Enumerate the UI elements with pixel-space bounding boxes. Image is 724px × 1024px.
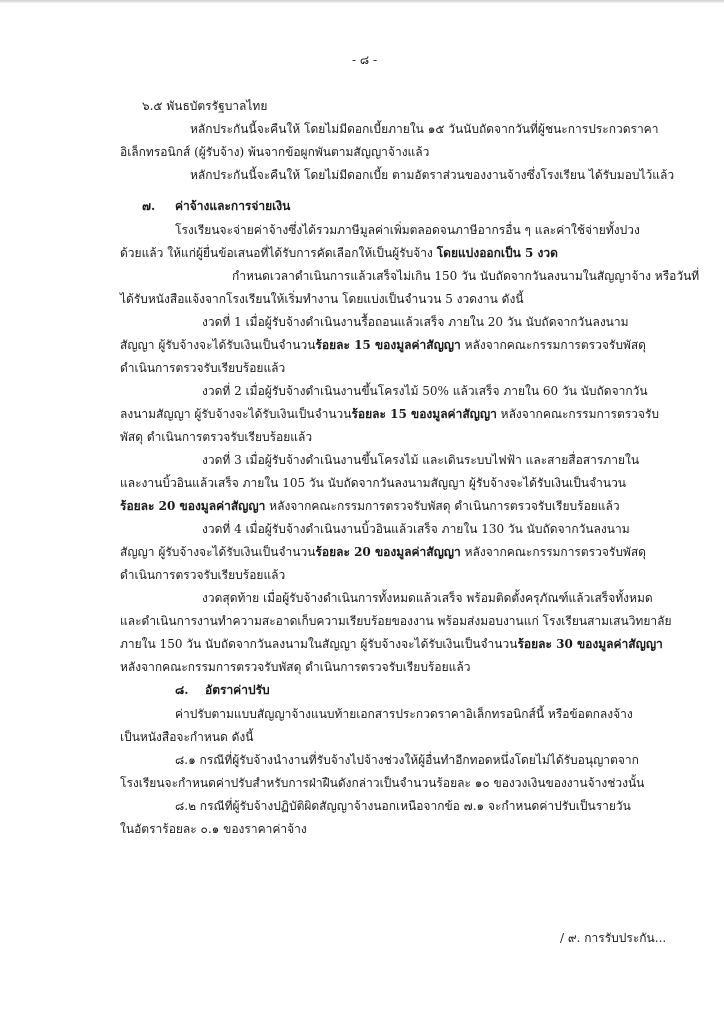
- s7-intro-line-1: โรงเรียนจะจ่ายค่าจ้างซึ่งได้รวมภาษีมูลค่าเพิ่มตลอดจนภาษีอากรอื่น ๆ และค่าใช้จ่ายทั้งปวง: [175, 223, 640, 237]
- installment-5-line-2: และดำเนินการงานทำความสะอาดเก็บความเรียบร้อยของงาน พร้อมส่งมอบงานแก่ โรงเรียนสามเสนวิทยาลัย: [120, 614, 672, 628]
- installment-2-line-2: ลงนามสัญญา ผู้รับจ้างจะได้รับเงินเป็นจำนวนร้อยละ 15 ของมูลค่าสัญญา หลังจากคณะกรรมการตรวจรับ: [120, 407, 660, 421]
- installment-2-line-1: งวดที่ 2 เมื่อผู้รับจ้างดำเนินงานขึ้นโครงไม้ 50% แล้วเสร็จ ภายใน 60 วัน นับถัดจากวัน: [202, 384, 648, 398]
- installment-2-line-3: พัสดุ ดำเนินการตรวจรับเรียบร้อยแล้ว: [120, 430, 313, 444]
- footer-continuation: / ๙. การรับประกัน...: [560, 931, 667, 945]
- s6-5-paragraph-1-line-2: อิเล็กทรอนิกส์ (ผู้รับจ้าง) พ้นจากข้อผูกพันตามสัญญาจ้างแล้ว: [120, 145, 430, 159]
- installment-4-line-3: ดำเนินการตรวจรับเรียบร้อยแล้ว: [120, 568, 286, 582]
- s6-5-paragraph-1-line-1: หลักประกันนี้จะคืนให้ โดยไม่มีดอกเบี้ยภายใน ๑๕ วันนับถัดจากวันที่ผู้ชนะการประกวดราคา: [190, 122, 659, 136]
- page-number: - ๘ -: [352, 53, 377, 67]
- installment-5-line-3: ภายใน 150 วัน นับถัดจากวันลงนามในสัญญา ผู้รับจ้างจะได้รับเงินเป็นจำนวนร้อยละ 30 ของมูลค่าสัญญา: [120, 637, 663, 651]
- section-8-number: ๘.: [175, 683, 189, 697]
- installment-3-line-1: งวดที่ 3 เมื่อผู้รับจ้างดำเนินงานขึ้นโครงไม้ และเดินระบบไฟฟ้า และสายสื่อสารภายใน: [202, 453, 640, 467]
- section-6-5-heading: ๖.๕ พันธบัตรรัฐบาลไทย: [142, 99, 268, 113]
- clause-8-1-line-2: โรงเรียนจะกำหนดค่าปรับสำหรับการฝ่าฝืนดังกล่าวเป็นจำนวนร้อยละ ๑๐ ของวงเงินของงานจ้างช่วงนั้น: [120, 776, 645, 790]
- installment-1-line-3: ดำเนินการตรวจรับเรียบร้อยแล้ว: [120, 361, 286, 375]
- s7-period-line-1: กำหนดเวลาดำเนินการแล้วเสร็จไม่เกิน 150 วัน นับถัดจากวันลงนามในสัญญาจ้าง หรือวันที่: [232, 269, 700, 283]
- installment-3-line-2: และงานบิ้วอินแล้วเสร็จ ภายใน 105 วัน นับถัดจากวันลงนามสัญญา ผู้รับจ้างจะได้รับเงินเป็นจำนวน: [120, 476, 627, 490]
- s7-period-line-2: ได้รับหนังสือแจ้งจากโรงเรียนให้เริ่มทำงาน โดยแบ่งเป็นจำนวน 5 งวดงาน ดังนี้: [120, 292, 524, 306]
- s7-intro-line-2: ด้วยแล้ว ให้แก่ผู้ยื่นข้อเสนอที่ได้รับการคัดเลือกให้เป็นผู้รับจ้าง โดยแบ่งออกเป็น 5 งวด: [120, 246, 558, 260]
- installment-4-line-2: สัญญา ผู้รับจ้างจะได้รับเงินเป็นจำนวนร้อยละ 20 ของมูลค่าสัญญา หลังจากคณะกรรมการตรวจรับพัสดุ: [120, 545, 646, 559]
- clause-8-2-line-2: ในอัตราร้อยละ ๐.๑ ของราคาค่าจ้าง: [120, 822, 307, 836]
- installment-5-line-1: งวดสุดท้าย เมื่อผู้รับจ้างดำเนินการทั้งหมดแล้วเสร็จ พร้อมติดตั้งครุภัณฑ์แล้วเสร็จทั้งหมด: [202, 591, 653, 605]
- s8-intro-line-1: ค่าปรับตามแบบสัญญาจ้างแนบท้ายเอกสารประกวดราคาอิเล็กทรอนิกส์นี้ หรือข้อตกลงจ้าง: [175, 707, 633, 721]
- installment-5-line-4: หลังจากคณะกรรมการตรวจรับพัสดุ ดำเนินการตรวจรับเรียบร้อยแล้ว: [120, 660, 471, 674]
- clause-8-2-line-1: ๘.๒ กรณีที่ผู้รับจ้างปฏิบัติผิดสัญญาจ้างนอกเหนือจากข้อ ๗.๑ จะกำหนดค่าปรับเป็นรายวัน: [175, 799, 631, 813]
- section-7-title: ค่าจ้างและการจ่ายเงิน: [175, 199, 291, 213]
- installment-1-line-2: สัญญา ผู้รับจ้างจะได้รับเงินเป็นจำนวนร้อยละ 15 ของมูลค่าสัญญา หลังจากคณะกรรมการตรวจรับพัสดุ: [120, 338, 646, 352]
- section-8-title: อัตราค่าปรับ: [205, 683, 270, 697]
- installment-1-line-1: งวดที่ 1 เมื่อผู้รับจ้างดำเนินงานรื้อถอนแล้วเสร็จ ภายใน 20 วัน นับถัดจากวันลงนาม: [202, 315, 629, 329]
- clause-8-1-line-1: ๘.๑ กรณีที่ผู้รับจ้างนำงานที่รับจ้างไปจ้างช่วงให้ผู้อื่นทำอีกทอดหนึ่งโดยไม่ได้รับอนุญาตจาก: [175, 753, 639, 767]
- installment-4-line-1: งวดที่ 4 เมื่อผู้รับจ้างดำเนินงานบิ้วอินแล้วเสร็จ ภายใน 130 วัน นับถัดจากวันลงนาม: [202, 522, 630, 536]
- section-7-number: ๗.: [142, 199, 156, 213]
- installment-3-line-3: ร้อยละ 20 ของมูลค่าสัญญา หลังจากคณะกรรมการตรวจรับพัสดุ ดำเนินการตรวจรับเรียบร้อยแล้ว: [120, 499, 620, 513]
- s6-5-paragraph-2: หลักประกันนี้จะคืนให้ โดยไม่มีดอกเบี้ย ตามอัตราส่วนของงานจ้างซึ่งโรงเรียน ได้รับมอบไว้แล้ว: [190, 168, 675, 182]
- scan-top-edge: [0, 0, 724, 3]
- s8-intro-line-2: เป็นหนังสือจะกำหนด ดังนี้: [120, 730, 254, 744]
